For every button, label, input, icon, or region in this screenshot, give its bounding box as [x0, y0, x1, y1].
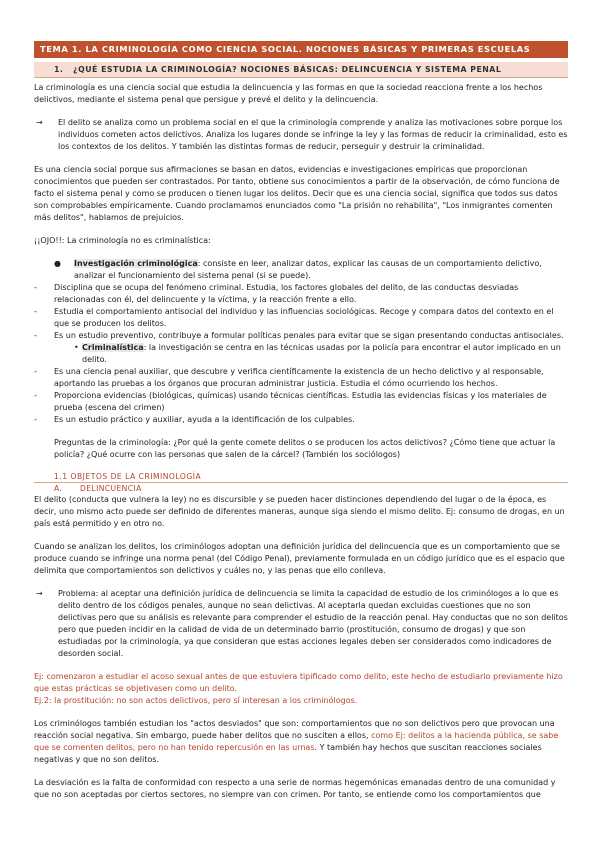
dash-item: [34, 306, 568, 330]
subsubsection-title: DELINCUENCIA: [80, 484, 142, 493]
dash-text: Es un estudio práctico y auxiliar, ayuda a la identificación de los culpables.: [54, 415, 355, 424]
paragraph-delito: El delito (conducta que vulnera la ley) no es discursible y se pueden hacer distinciones dependiendo del lugar o de la época, es decir, uno mismo acto puede ser definido de diferentes maneras, aunque siga siendo el mismo delito. Ej: consumo de drogas, en un país está permitido y en otro no.: [34, 495, 565, 528]
paragraph-definicion: Cuando se analizan los delitos, los criminólogos adoptan una definición jurídica del delincuencia que es un comportamiento que se produce cuando se infringe una norma penal (del Código Penal), previamente formulada en un código jurídico que es el espacio que delimita que comportamientos son delictivos y cuáles no, y las penas que ello conlleva.: [34, 542, 565, 575]
questions-paragraph: Preguntas de la criminología: ¿Por qué la gente comete delitos o se producen los actos delictivos? ¿Cómo tiene que actuar la policía? ¿Qué ocurre con las personas que salen de la cárcel? (También los sociólogos): [54, 438, 556, 459]
subsubsection-number: A.: [54, 484, 63, 493]
bullet-text: : consiste en leer, analizar datos, explicar las causas de un comportamiento delictivo, analizar el funcionamiento del sistema penal (si se puede).: [74, 259, 542, 280]
dash-text: Es una ciencia penal auxiliar, que descubre y verifica científicamente la existencia de un hecho delictivo y al responsable, aportando las pruebas a los órganos que procuran administrar justicia. Estudia el cómo ocurriendo los hechos.: [54, 367, 544, 388]
subsection-heading: 1.1 OBJETOS DE LA CRIMINOLOGÍA: [34, 471, 568, 483]
dash-text: Es un estudio preventivo, contribuye a formular políticas penales para evitar que se sigan presentando conductas antisociales.: [54, 331, 564, 340]
dash-text: Proporciona evidencias (biológicas, químicas) usando técnicas científicas. Estudia las evidencias físicas y los materiales de prueba (escena del crimen): [54, 391, 547, 412]
small-bullet-icon: •: [74, 343, 79, 352]
section-heading: [34, 62, 568, 78]
dash-icon: -: [34, 415, 37, 424]
bullet-item: [74, 342, 568, 366]
arrow-text: El delito se analiza como un problema social en el que la criminología comprende y analiza las motivaciones sobre porque los individuos cometen actos delictivos. Analiza los lugares donde se infringe la ley y las formas de reducir la criminalidad, esto es los contextos de los delitos. Y también las distintas formas de reducir, perseguir y destruir la criminalidad.: [58, 118, 568, 151]
dash-item: [34, 282, 568, 306]
bullet-icon: ●: [54, 259, 61, 268]
bullet-term: Criminalística: [82, 343, 144, 352]
paragraph-intro: La criminología es una ciencia social que estudia la delincuencia y las formas en que la sociedad reacciona frente a los hechos delictivos, mediante el sistema penal que persigue y prevé el delito y la delincuencia.: [34, 83, 543, 104]
paragraph-desviacion: La desviación es la falta de conformidad con respecto a una serie de normas hegemónicas emanadas dentro de una comunidad y que no son aceptadas por ciertos sectores, no siempre van con crimen. Por tanto, se entiende como los comportamientos que: [34, 778, 556, 799]
example-1: Ej: comenzaron a estudiar el acoso sexual antes de que estuviera tipificado como delito, este hecho de estudiarlo previamente hizo que estas prácticas se objetivasen como un delito.: [34, 672, 563, 693]
dash-item: [34, 330, 568, 342]
text-part: Los criminólogos también estudian los "actos desviados" que son: comportamientos que no son delictivos pero que provocan una reacción social negativa. Sin embargo, puede haber delitos que no susciten a ellos,: [34, 719, 555, 740]
arrow-item: [34, 117, 568, 153]
text-part: . Y también hay hechos que suscitan reacciones sociales negativas y que no son delitos.: [34, 743, 542, 764]
section-title: ¿QUÉ ESTUDIA LA CRIMINOLOGÍA? NOCIONES BÁSICAS: DELINCUENCIA Y SISTEMA PENAL: [73, 65, 502, 74]
subsubsection-heading: [34, 483, 568, 494]
dash-icon: -: [34, 367, 37, 376]
dash-item: [34, 390, 568, 414]
dash-icon: -: [34, 283, 37, 292]
dash-icon: -: [34, 391, 37, 400]
section-number: 1.: [54, 65, 64, 74]
arrow-icon: →: [36, 589, 43, 598]
document-page: [34, 41, 568, 801]
highlighted-example: como Ej: delitos a la hacienda pública, se sabe que se comenten delitos, pero no han tenido repercusión en las urnas: [34, 731, 559, 752]
dash-item: [34, 366, 568, 390]
dash-text: Estudia el comportamiento antisocial del individuo y las influencias sociológicas. Recoge y compara datos del contexto en el que se producen los delitos.: [54, 307, 554, 328]
dash-item: [34, 414, 568, 426]
arrow-item: [34, 588, 568, 660]
warning-note: ¡¡OJO!!: La criminología no es criminalística:: [34, 236, 211, 245]
arrow-icon: →: [36, 118, 43, 127]
chapter-heading: TEMA 1. LA CRIMINOLOGÍA COMO CIENCIA SOCIAL. NOCIONES BÁSICAS Y PRIMERAS ESCUELAS: [34, 41, 568, 58]
arrow-text: Problema: al aceptar una definición jurídica de delincuencia se limita la capacidad de estudio de los criminólogos a lo que es delito dentro de los códigos penales, aunque no sean delictivas. Al aceptarla quedan excluidas cuestiones que no son delictivas pero que su análisis es relevante para comprender el estudio de la reacción penal. Hay conductas que no son delitos pero que pueden incidir en la calidad de vida de un determinado barrio (prostitución, consumo de drogas) y que son estudiadas por la criminología, ya que consideran que estas acciones legales deben ser considerados como indicadores de desorden social.: [58, 589, 568, 658]
bullet-text: : la investigación se centra en las técnicas usadas por la policía para encontrar el autor implicado en un delito.: [82, 343, 561, 364]
bullet-item: [54, 258, 568, 282]
dash-icon: -: [34, 307, 37, 316]
example-2: Ej.2: la prostitución: no son actos delictivos, pero sí interesan a los criminólogos.: [34, 696, 358, 705]
bullet-term: Investigación criminológica: [74, 259, 198, 268]
dash-text: Disciplina que se ocupa del fenómeno criminal. Estudia, los factores globales del delito, de las conductas desviadas relacionadas con él, del delincuente y la víctima, y la reacción frente a ello.: [54, 283, 519, 304]
paragraph-actos-desviados: [34, 718, 568, 766]
paragraph-social-science: Es una ciencia social porque sus afirmaciones se basan en datos, evidencias e investigaciones empíricas que proporcionan conocimientos que pueden ser contrastados. Por tanto, obtiene sus conocimientos a partir de la observación, de cómo funciona de facto el sistema penal y como se producen o tienen lugar los delitos. Decir que es una ciencia social, significa que todos sus datos son comprobables empíricamente. Cuando proclamamos enunciados como "La prisión no rehabilita", "Los inmigrantes comenten más delitos", hablamos de prejuicios.: [34, 165, 560, 222]
dash-icon: -: [34, 331, 37, 340]
